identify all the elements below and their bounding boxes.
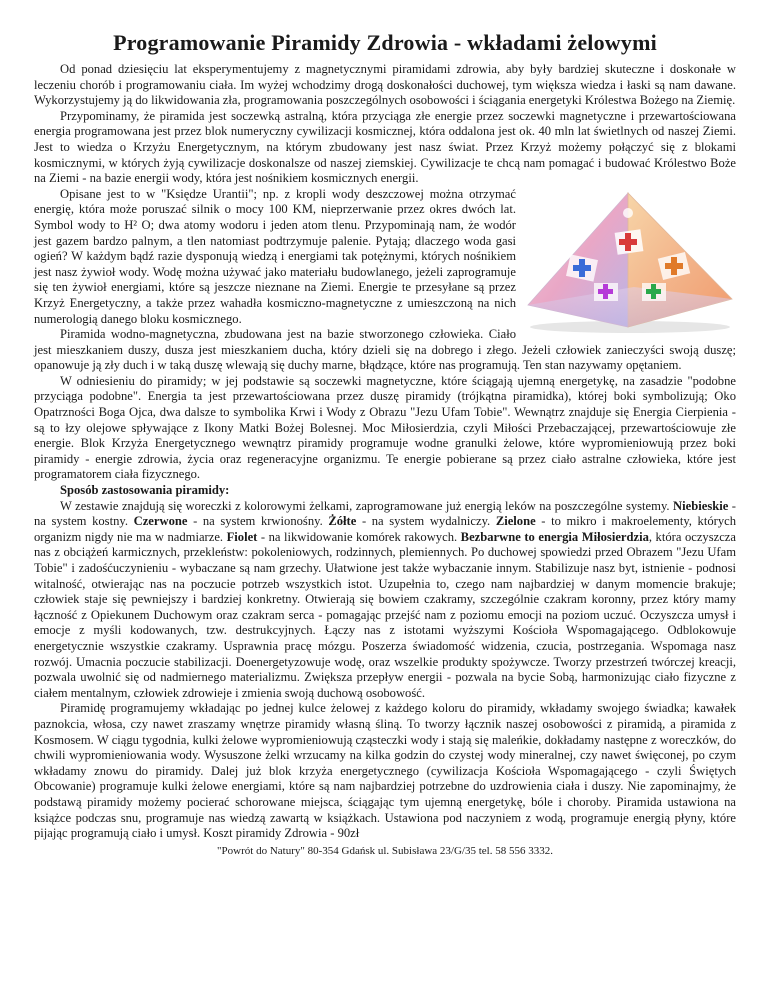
- paragraph-text: - na system wydalniczy.: [356, 514, 496, 529]
- paragraph: [34, 499, 736, 702]
- color-label-green: Zielone: [495, 514, 536, 529]
- article-body: [34, 62, 736, 857]
- color-label-clear: Bezbarwne to energia Miłosierdzia: [460, 529, 649, 544]
- cross-icon: [642, 283, 666, 301]
- color-label-red: Czerwone: [133, 514, 188, 529]
- paragraph-text: , która oczyszcza nas z obciążeń karmicznych, przekleństw: pokoleniowych, rodzinnych, plemiennych. Po duchowej spowiedzi przed Obrazem "Jezu Ufam Tobie" i zadośćuczynieniu - wybaczane są nam grzechy. Ułatwione jest także wybaczanie innym. Stabilizuje nasz byt, istnienie - podnosi witalność, otwierając nas na poczucie potrzeb wszystkich istot. Uzupełnia to, czego nam najbardziej w danym momencie brakuje; człowiek staje się pewniejszy i bardziej konkretny. Otwierają się bowiem czakramy, szczególnie czakram koronny, przez który mamy łączność z Opiekunem Duchowym oraz czakram serca - pomagając przejść nam z poziomu emocji na poziom uczuć. Oczyszcza umysł i emocje z myśli kodowanych, tzw. destrukcyjnych. Łączy nas z istotami wyższymi Kościoła Wspomagającego. Odblokowuje energetycznie wszystkie czakramy. Usprawnia pracę mózgu. Poszerza świadomość widzenia, czucia, postrzegania. Wspomaga nasz rozwój. Umacnia poczucie stabilizacji. Doenergetyzowuje wodę, oraz wszelkie produkty spożywcze. Tworzy przestrzeń twórczej kreacji, pozwala uwolnić się od nadmiernego materializmu. Zwiększa przepływ energii - pozwala na bycie Sobą, harmonizując ciało fizyczne z ciałem mentalnym, człowiek zdrowieje i zmienia swoją duchową osobowość.: [34, 529, 736, 700]
- paragraph: W odniesieniu do piramidy; w jej podstawie są soczewki magnetyczne, które ściągają ujemną energetykę, na zasadzie "podobne przyciąga podobne". Energia ta jest przewartościowana przez duszę piramidy (trójkątna piramidka), której boki symbolizują; Oko Opatrzności Boga Ojca, dwa dalsze to symbolika Krwi i Wody z Obrazu "Jezu Ufam Tobie". Wewnątrz znajduje się Energia Cierpienia - są to łzy olejowe spływające z Ikony Matki Bożej Bolesnej. Moc Miłosierdzia, czyli Miłości Przebaczającej, przewartościowuje złe energie. Blok Krzyża Energetycznego wewnątrz piramidy programuje wodne granulki żelowe, które wypromieniowują przez boki piramidy - energie zdrowia, życia oraz regeneracyjne organizmu. Te energie pobierane są przez ciało astralne człowieka, które jest programatorem ciała fizycznego.: [34, 373, 736, 482]
- pyramid-icon: [524, 187, 736, 335]
- footer-contact: "Powrót do Natury" 80-354 Gdańsk ul. Subisława 23/G/35 tel. 58 556 3332.: [217, 844, 553, 857]
- text-with-image: [34, 187, 736, 327]
- paragraph: Od ponad dziesięciu lat eksperymentujemy z magnetycznymi piramidami zdrowia, aby były bardziej skuteczne i doskonałe w leczeniu chorób i programowaniu ciała. Im wyżej wchodzimy drogą doskonałości duchowej, tym większa wiedza i łaski są nam dawane. Wykorzystujemy ją do likwidowania zła, programowania poszczególnych osobowości i ściągania energetyki Królestwa Bożego na Ziemię.: [34, 62, 736, 108]
- paragraph: Piramida wodno-magnetyczna, zbudowana jest na bazie stworzonego człowieka. Ciało jest mieszkaniem duszy, dusza jest mieszkaniem ducha, który dzieli się na dobrego i złego. Jeżeli człowiek zanieczyści swoją duszę; opanowuje ją zły duch i w taką duszę wlewają się duchy marne, błądzące, które nas programują. Ten stan nazywamy opętaniem.: [34, 327, 736, 373]
- paragraph: Opisane jest to w "Księdze Urantii"; np. z kropli wody deszczowej można otrzymać energię, która może poruszać silnik o mocy 100 KM, nieprzerwanie przez okres dwóch lat. Symbol wody to H² O; dwa atomy wodoru i jeden atom tlenu. Przypominają nam, że wodór jest gazem bardzo palnym, a tlen natomiast podtrzymuje palenie. Pytają; dlaczego woda gasi ogień? W każdym bądź razie dysponują wiedzą i energiami tak potężnymi, których nośnikiem jest nasz żywioł wody. Wodę można używać jako materiału budowlanego, jeżeli zaprogramuje się ten żywioł energiami, które są jeszcze nieznane na Ziemi. Energie te przesyłane są przez Krzyż Energetyczny, a także przez wahadła kosmiczno-magnetyczne z umieszczoną na nich numerologią danego bloku kosmicznego.: [34, 186, 516, 326]
- paragraph: Przypominamy, że piramida jest soczewką astralną, która przyciąga złe energie przez soczewki magnetyczne i przewartościowana energia programowana jest przez blok numeryczny cywilizacji kosmicznej, która oddalona jest ok. 40 mln lat świetlnych od naszej Ziemi. Jest to wiedza o Krzyżu Energetycznym, na którym zbudowany jest nasz świat. Przez Krzyż możemy połączyć się z blokami kosmicznymi, w których żyją cywilizacje doskonalsze od naszej ziemskiej. Cywilizacje te chcą nam pomagać i budować Królestwo Boże na Ziemi - na bazie energii wody, która jest nośnikiem kosmicznych energii.: [34, 108, 736, 186]
- paragraph-text: W zestawie znajdują się woreczki z kolorowymi żelkami, zaprogramowane już energią leków na poszczególne systemy.: [60, 498, 670, 513]
- section-heading: Sposób zastosowania piramidy:: [60, 483, 230, 498]
- paragraph-text: - na system kostny.: [34, 498, 736, 529]
- page-title: Programowanie Piramidy Zdrowia - wkładami żelowymi: [113, 30, 657, 55]
- color-label-blue: Niebieskie: [673, 498, 729, 513]
- color-label-yellow: Żółte: [328, 514, 357, 529]
- paragraph: Piramidę programujemy wkładając po jednej kulce żelowej z każdego koloru do piramidy, wkładamy swojego świadka; kawałek paznokcia, włosa, czy nawet zraszamy wnętrze piramidy własną śliną. To tworzy łącznik naszej osobowości z piramidą, a piramida z Kosmosem. W ciągu tygodnia, kulki żelowe wypromieniowują cząsteczki wody i stają się maleńkie, dokładamy następne z woreczków, do chwili wypromieniowania wody. Wysuszone żelki wrzucamy na kilka godzin do czystej wody mineralnej, czy nawet święconej, po czym wkładamy znowu do piramidy. Dalej już blok krzyża energetycznego (cywilizacja Kościoła Wspomagającego - czyli Świętych Obcowanie) programuje kulki żelowe energiami, które są nam najbardziej potrzebne do uzdrowienia ciała i duszy. Nie zapominajmy, że podstawą piramidy możemy pocierać schorowane miejsca, ściągając tym ujemną energetykę, bóle i choroby. Piramida ustawiona na książce podczas snu, programuje nas wiedzą zawartą w książkach. Ustawiona pod naczyniem z wodą, programuje energią płyny, które pijając programują ciało i umysł. Koszt piramidy Zdrowia - 90zł: [34, 701, 736, 841]
- cross-icon: [594, 283, 618, 301]
- paragraph-text: - to mikro i makroelementy, których organizm nigdy nie ma w nadmiarze.: [34, 514, 737, 544]
- paragraph-text: - na system krwionośny.: [187, 514, 329, 529]
- color-label-violet: Fiolet: [226, 529, 258, 544]
- cross-icon: [615, 229, 644, 254]
- paragraph-text: - na likwidowanie komórek rakowych.: [257, 529, 461, 544]
